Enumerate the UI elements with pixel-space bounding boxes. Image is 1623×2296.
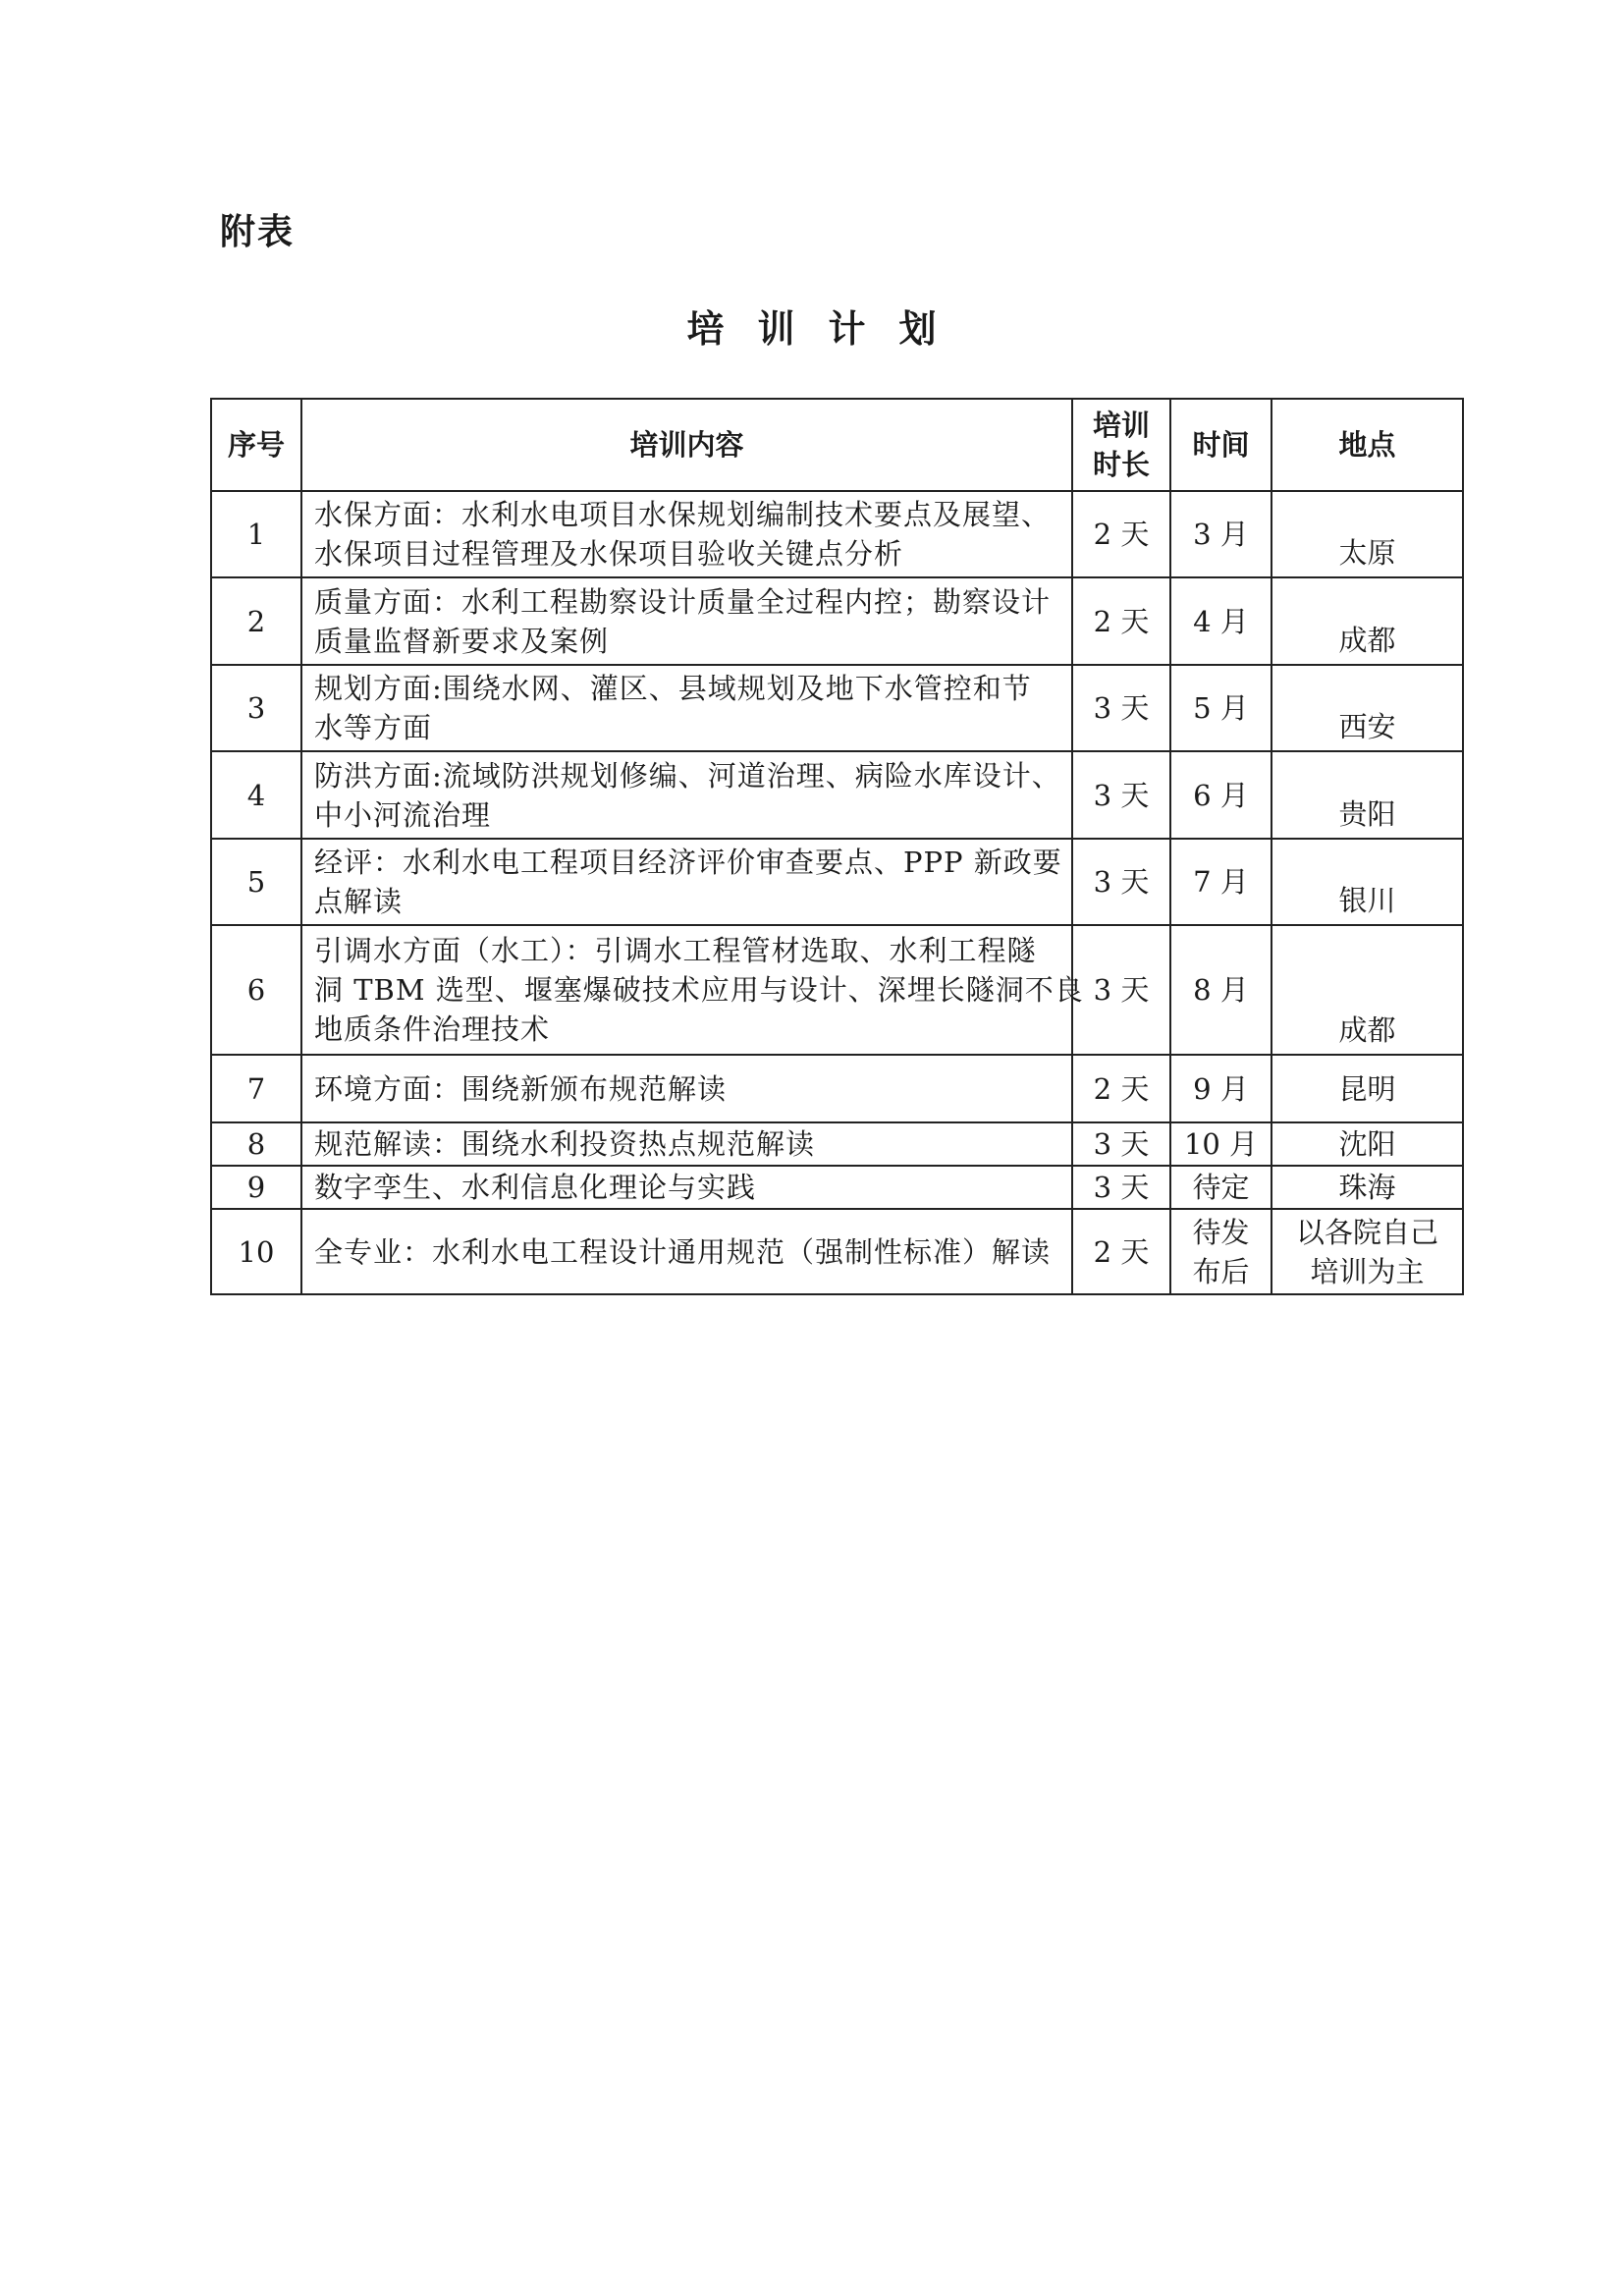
training-place	[1271, 491, 1463, 577]
training-content	[301, 665, 1072, 751]
row-number: 9	[211, 1166, 301, 1209]
training-place-line: 昆明	[1338, 1071, 1396, 1106]
training-place	[1271, 925, 1463, 1055]
training-time	[1170, 1209, 1271, 1294]
training-duration: 3 天	[1072, 925, 1170, 1055]
training-content	[301, 1166, 1072, 1209]
table-row	[211, 1209, 1463, 1294]
row-number: 3	[211, 665, 301, 751]
training-content	[301, 577, 1072, 665]
document-title: 培训计划	[686, 307, 970, 351]
training-time	[1170, 577, 1271, 665]
training-duration: 2 天	[1072, 577, 1170, 665]
training-place	[1271, 1166, 1463, 1209]
appendix-label: 附表	[220, 212, 296, 252]
training-place-line: 银川	[1338, 884, 1396, 917]
table-row	[211, 925, 1463, 1055]
row-number: 5	[211, 839, 301, 925]
training-content	[301, 1209, 1072, 1294]
training-time	[1170, 1055, 1271, 1122]
training-plan-table	[210, 398, 1464, 1295]
training-content	[301, 925, 1084, 1055]
training-content-line: 规范解读：围绕水利投资热点规范解读	[314, 1127, 816, 1161]
training-content-line: 全专业：水利水电工程设计通用规范（强制性标准）解读	[314, 1234, 1052, 1269]
training-place	[1271, 839, 1463, 925]
training-time-line: 9 月	[1193, 1071, 1249, 1106]
training-duration: 3 天	[1072, 751, 1170, 839]
training-time	[1170, 925, 1271, 1055]
training-place	[1271, 665, 1463, 751]
row-number: 10	[211, 1209, 301, 1294]
training-time-line: 7 月	[1193, 865, 1249, 899]
training-time-line: 待发	[1192, 1215, 1250, 1249]
training-place-line: 成都	[1338, 1013, 1396, 1047]
training-time	[1170, 751, 1271, 839]
header-time: 时间	[1170, 399, 1271, 491]
training-duration: 3 天	[1072, 839, 1170, 925]
training-content-line: 水等方面	[314, 711, 433, 744]
training-content-line: 经评：水利水电工程项目经济评价审查要点、PPP 新政要	[314, 846, 1062, 879]
training-time	[1170, 491, 1271, 577]
training-duration: 3 天	[1072, 665, 1170, 751]
table-row	[211, 839, 1463, 925]
table-body	[211, 491, 1463, 1294]
header-content: 培训内容	[301, 399, 1072, 491]
header-duration-line1: 培训	[1092, 409, 1150, 442]
table-row	[211, 577, 1463, 665]
training-place	[1271, 1209, 1463, 1294]
row-number: 8	[211, 1122, 301, 1166]
training-content-line: 洞 TBM 选型、堰塞爆破技术应用与设计、深埋长隧洞不良	[314, 973, 1084, 1007]
training-content	[301, 839, 1072, 925]
training-place-line: 西安	[1338, 710, 1396, 743]
training-content-line: 水保方面：水利水电项目水保规划编制技术要点及展望、	[314, 498, 1052, 531]
table-row	[211, 751, 1463, 839]
table-row	[211, 1166, 1463, 1209]
training-content	[301, 751, 1072, 839]
training-time-line: 3 月	[1193, 518, 1249, 551]
training-content-line: 地质条件治理技术	[314, 1012, 551, 1046]
header-duration-line2: 时长	[1092, 448, 1150, 481]
row-number: 1	[211, 491, 301, 577]
training-content-line: 质量监督新要求及案例	[314, 624, 610, 658]
row-number: 2	[211, 577, 301, 665]
training-time-line: 5 月	[1193, 691, 1249, 725]
training-time	[1170, 1122, 1271, 1166]
training-content	[301, 1055, 1072, 1122]
training-place-line: 成都	[1338, 624, 1396, 657]
training-time	[1170, 1166, 1271, 1209]
header-no: 序号	[211, 399, 301, 491]
training-duration: 2 天	[1072, 1055, 1170, 1122]
training-time-line: 6 月	[1193, 778, 1249, 812]
training-duration: 3 天	[1072, 1122, 1170, 1166]
training-duration: 2 天	[1072, 491, 1170, 577]
table-row	[211, 491, 1463, 577]
training-place-line: 贵阳	[1338, 797, 1396, 831]
training-content-line: 环境方面：围绕新颁布规范解读	[314, 1071, 728, 1106]
header-place: 地点	[1271, 399, 1463, 491]
training-content-line: 水保项目过程管理及水保项目验收关键点分析	[314, 537, 904, 571]
header-duration	[1072, 399, 1170, 491]
training-content-line: 点解读	[314, 885, 404, 918]
training-content	[301, 1122, 1072, 1166]
training-content-line: 引调水方面（水工）：引调水工程管材选取、水利工程隧	[314, 934, 1037, 967]
training-place-line: 培训为主	[1310, 1254, 1425, 1288]
table-row	[211, 1122, 1463, 1166]
table-header-row	[211, 399, 1463, 491]
training-place-line: 沈阳	[1338, 1127, 1396, 1161]
training-content	[301, 491, 1072, 577]
training-time-line: 布后	[1192, 1254, 1250, 1288]
training-content-line: 中小河流治理	[314, 797, 492, 832]
training-time-line: 8 月	[1193, 973, 1249, 1007]
row-number: 7	[211, 1055, 301, 1122]
training-content-line: 质量方面：水利工程勘察设计质量全过程内控；勘察设计	[314, 584, 1052, 619]
training-duration: 2 天	[1072, 1209, 1170, 1294]
training-content-line: 数字孪生、水利信息化理论与实践	[314, 1171, 757, 1204]
row-number: 6	[211, 925, 301, 1055]
training-time	[1170, 665, 1271, 751]
training-place	[1271, 1055, 1463, 1122]
training-content-line: 防洪方面:流域防洪规划修编、河道治理、病险水库设计、	[314, 758, 1061, 793]
table-row	[211, 665, 1463, 751]
row-number: 4	[211, 751, 301, 839]
training-place	[1271, 1122, 1463, 1166]
training-time-line: 10 月	[1183, 1127, 1259, 1161]
training-place	[1271, 577, 1463, 665]
training-place-line: 珠海	[1338, 1171, 1396, 1204]
training-place-line: 太原	[1338, 536, 1396, 570]
training-time-line: 待定	[1192, 1171, 1250, 1204]
training-place	[1271, 751, 1463, 839]
training-duration: 3 天	[1072, 1166, 1170, 1209]
training-time	[1170, 839, 1271, 925]
table-row	[211, 1055, 1463, 1122]
training-content-line: 规划方面:围绕水网、灌区、县域规划及地下水管控和节	[314, 672, 1032, 705]
training-place-line: 以各院自己	[1295, 1215, 1438, 1249]
training-time-line: 4 月	[1193, 604, 1249, 638]
